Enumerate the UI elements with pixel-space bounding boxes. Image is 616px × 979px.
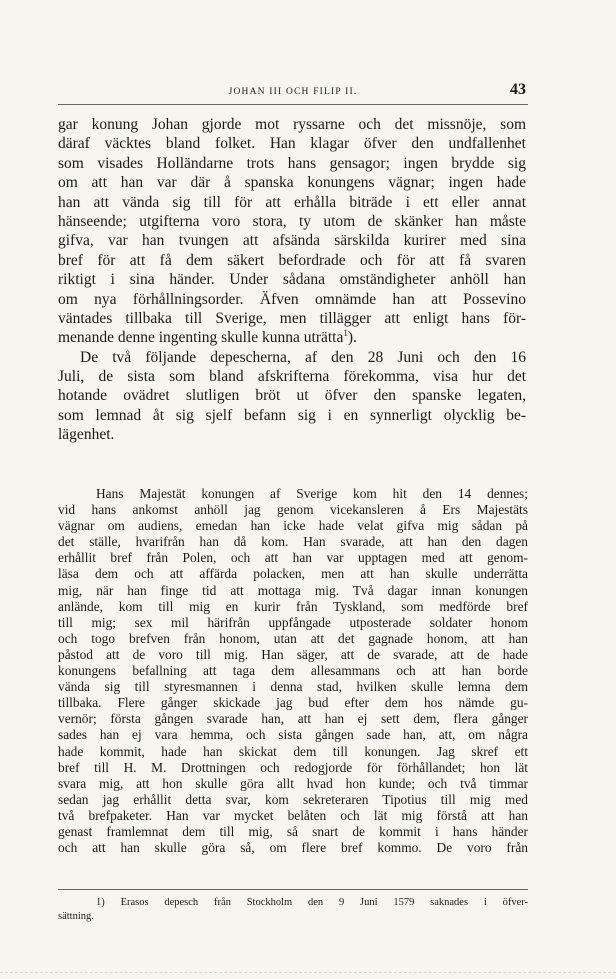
paragraph-1 bbox=[58, 115, 526, 328]
quote-line: anlände, kom till mig en kurir från Tyskland, som medförde bref bbox=[58, 598, 528, 614]
paragraph-1-line: gifva, var han tvungen att afsända särskilda kurirer med sina bbox=[58, 232, 526, 250]
quoted-despatch bbox=[58, 486, 528, 856]
quote-line: konungens befallning att taga dem allesammans och att han borde bbox=[58, 663, 528, 679]
footnote-reference: 1 bbox=[343, 328, 348, 339]
paragraph-2-line: Juli, de sista som bland afskrifterna förekomma, visa hur det bbox=[58, 368, 526, 386]
paragraph-1-line: hänseende; utgifterna voro stora, ty utom de skänker han måste bbox=[58, 212, 526, 230]
paragraph-1-line: däraf väcktes bland folket. Han klagar öfver den undfallenhet bbox=[58, 135, 526, 153]
quote-line: bref till H. M. Drottningen och redogjorde för förhållandet; hon lät bbox=[58, 759, 528, 775]
quote-line: sades han ej vara hemma, och sista gången sade han, att, om några bbox=[58, 727, 528, 743]
quote-line: två brefpaketer. Han var mycket belåten och lät mig förstå att han bbox=[58, 807, 528, 823]
quote-line: vernör; första gången svarade han, att han ej sett dem, flera gånger bbox=[58, 711, 528, 727]
body-text bbox=[58, 115, 526, 445]
quote-line: mig, när han finge tid att mottaga mig. Två dagar innan konungen bbox=[58, 582, 528, 598]
paragraph-2-line: De två följande depescherna, af den 28 Juni och den 16 bbox=[80, 348, 526, 366]
quote-line: det ställe, hvarifrån han då kom. Han svarade, att han den dagen bbox=[58, 534, 528, 550]
quote-line: påstod att de voro till mig. Han säger, att de svarade, att de hade bbox=[58, 646, 528, 662]
quote-line: Hans Majestät konungen af Sverige kom hit den 14 dennes; bbox=[96, 486, 528, 501]
paragraph-1-last-text: menande denne ingenting skulle kunna uträtta bbox=[58, 329, 344, 347]
paragraph-1-line: han att vända sig till för att erhålla biträde i ett eller annat bbox=[58, 193, 526, 211]
paragraph-2-line: som lemnad åt sig sjelf befann sig i en synnerligt olycklig be- bbox=[58, 406, 526, 424]
quote-line: svara mig, att hon skulle göra allt hvad hon kunde; och två timmar bbox=[58, 775, 528, 791]
quote-line: läsa dem och att affärda polacken, men att han skulle underrätta bbox=[58, 566, 528, 582]
quote-line: hade kommit, hade han skickat dem till konungen. Jag skref ett bbox=[58, 743, 528, 759]
quote-line: och att han skulle göra så, om flere bref kommo. De voro från bbox=[58, 840, 528, 856]
paragraph-1-line: som visades Holländarne trots hans gensagor; ingen brydde sig bbox=[58, 154, 526, 172]
running-title: JOHAN III OCH FILIP II. bbox=[228, 87, 358, 97]
paragraph-1-line: gar konung Johan gjorde mot ryssarne och det missnöje, som bbox=[58, 116, 526, 133]
quote-line: vägnar om audiens, emedan han icke hade velat gifva mig sådan på bbox=[58, 518, 528, 534]
quote-line: genast framlemnat dem till mig, så snart de kommit i hans händer bbox=[58, 823, 528, 839]
paragraph-1-line: om att han var där å spanska konungens vägnar; ingen hade bbox=[58, 174, 526, 192]
paragraph-2 bbox=[58, 348, 526, 445]
quote-line: erhållit bref från Polen, och att han var upptagen med att genom- bbox=[58, 550, 528, 566]
paragraph-1-close: ). bbox=[347, 329, 357, 347]
paragraph-1-line: bref för att få dem säkert befordrade och för att få svaren bbox=[58, 251, 526, 269]
paragraph-1-line: riktigt i sina händer. Under sådana omständigheter anhöll han bbox=[58, 271, 526, 289]
page-number: 43 bbox=[510, 81, 526, 98]
footnote-marker: 1) bbox=[96, 897, 105, 908]
quote-line: sedan jag erhållit detta svar, kom sekreteraren Tipotius till mig med bbox=[58, 791, 528, 807]
quote-line: vända sig till styresmannen i denna stad, hvilken skulle lemna dem bbox=[58, 679, 528, 695]
paragraph-2-line: lägenhet. bbox=[58, 426, 115, 444]
footnote-text-1: Erasos depesch från Stockholm den 9 Juni 1579 saknades i öfver- bbox=[120, 897, 528, 908]
footnote-line-2: sättning. bbox=[58, 911, 94, 922]
paragraph-2-line: hotande ovädret slutligen bröt ut öfver den spanske legaten, bbox=[58, 387, 526, 405]
footnote-line-1 bbox=[58, 896, 528, 910]
paragraph-1-line: om nya förhållningsorder. Äfven omnämde han att Possevino bbox=[58, 290, 526, 308]
paragraph-1-line: väntades tillbaka till Sverige, men tillägger att enligt hans för- bbox=[58, 309, 526, 327]
paragraph-1-last-line bbox=[58, 328, 526, 347]
quote-line: tillbaka. Flere gånger skickade jag bud efter dem hos nämde gu- bbox=[58, 695, 528, 711]
footnote-rule bbox=[58, 889, 528, 890]
quote-line: och togo brefven från honom, utan att det gagnade honom, att han bbox=[58, 630, 528, 646]
page-bottom-edge bbox=[0, 972, 616, 979]
footnote bbox=[58, 896, 528, 924]
quote-line: till mig; sex mil härifrån uppfångade utposterade soldater honom bbox=[58, 614, 528, 630]
running-head bbox=[58, 82, 528, 105]
quote-line: vid hans ankomst anhöll jag genom vicekansleren å Ers Majestäts bbox=[58, 502, 528, 518]
